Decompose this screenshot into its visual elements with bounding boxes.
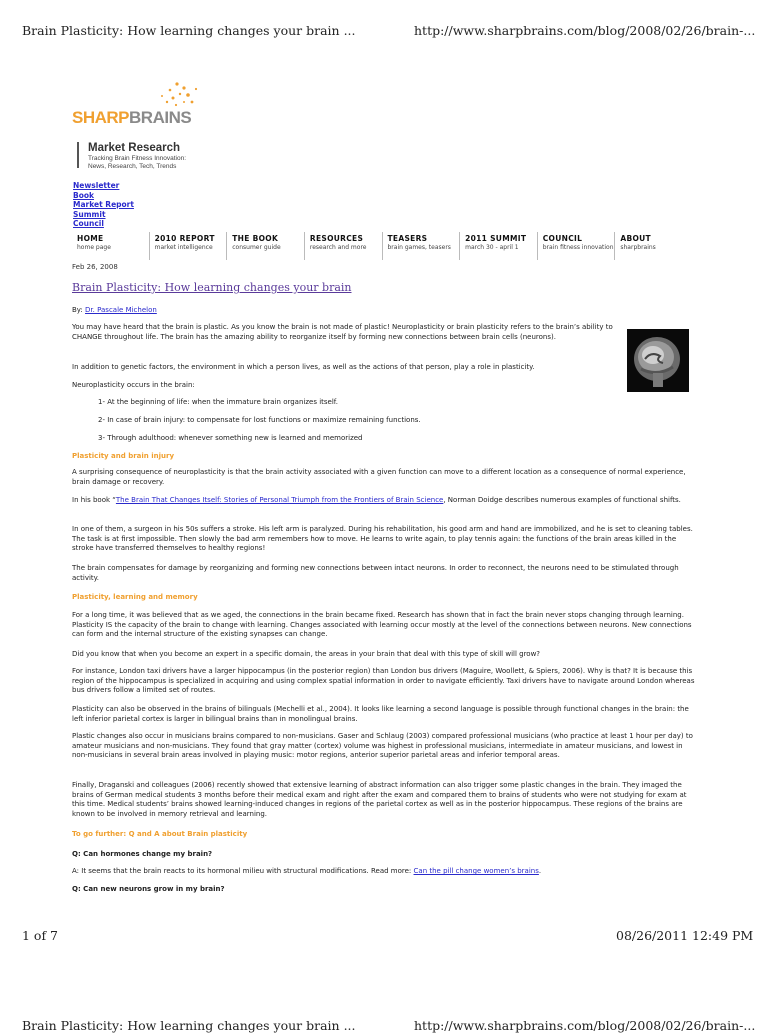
paragraph-musicians: Plastic changes also occur in musicians brains compared to non-musicians. Gaser and Schlaug (2003) compared professional musicians (who practice at least 1 hour per day) to amateur musicians and non-musicians. They found that gray matter (cortex) volume was highest in professional musicians, intermediate in amateur musicians, and lowest in non-musicians in several brain areas involved in playing music: motor regions, anterior superior parietal areas and inferior temporal areas.: [72, 732, 693, 759]
paragraph-occurs: Neuroplasticity occurs in the brain:: [72, 381, 195, 389]
nav-council[interactable]: COUNCIL brain fitness innovation: [537, 232, 615, 260]
article-date: Feb 26, 2008: [72, 263, 118, 271]
banner-sub2: News, Research, Tech, Trends: [88, 163, 177, 170]
paragraph-genetic: In addition to genetic factors, the environment in which a person lives, as well as the actions of that person, play a role in plasticity.: [72, 363, 535, 371]
market-research-banner[interactable]: [88, 142, 186, 171]
print-header-url: http://www.sharpbrains.com/blog/2008/02/26/brain-...: [414, 23, 756, 38]
subhead-qa: To go further: Q and A about Brain plasticity: [72, 830, 248, 838]
link-book[interactable]: Book: [73, 190, 95, 200]
paragraph-expert: Did you know that when you become an expert in a specific domain, the areas in your brain that deal with this type of skill will grow?: [72, 650, 541, 658]
paragraph-long-time: For a long time, it was believed that as we aged, the connections in the brain became fixed. Research has shown that in fact the brain never stops changing through learning. Plasticity IS the capacity of the brain to change with learning. Changes associated with learning occur mostly at the level of the connections between neurons. New connections can form and the internal structure of the existing synapses can change.: [72, 611, 692, 638]
by-label: By:: [72, 306, 86, 314]
logo-brains-text: BRAINS: [129, 108, 192, 127]
banner-title: Market Research: [88, 142, 181, 154]
banner-sub1: Tracking Brain Fitness Innovation:: [88, 155, 187, 162]
paragraph-bilinguals: Plasticity can also be observed in the brains of bilinguals (Mechelli et al., 2004). It looks like learning a second language is possible through functional changes in the brain: the left inferior parietal cortex is larger in bilingual brains than in monolingual brains.: [72, 705, 689, 723]
answer-hormones: A: It seems that the brain reacts to its hormonal milieu with structural modifications. Read more: Can the pill change women’s brains.: [72, 867, 542, 875]
list-item: 3- Through adulthood: whenever something new is learned and memorized: [98, 434, 363, 442]
page-number: 1 of 7: [22, 928, 59, 943]
top-links: [73, 181, 134, 229]
next-page-title: Brain Plasticity: How learning changes your brain ...: [22, 1018, 356, 1033]
link-council[interactable]: Council: [73, 219, 104, 228]
byline: [72, 306, 157, 314]
banner-bar: [77, 142, 79, 168]
list-item: 2- In case of brain injury: to compensate for lost functions or maximize remaining functions.: [98, 416, 421, 424]
link-summit[interactable]: Summit: [73, 209, 106, 219]
intro-paragraph: You may have heard that the brain is plastic. As you know the brain is not made of plastic! Neuroplasticity or brain plasticity refers to the brain’s ability to CHANGE throughout life. The brain has the amazing ability to reorganize itself by forming new connections between brain cells (neurons).: [72, 323, 613, 341]
article-title[interactable]: Brain Plasticity: How learning changes your brain: [72, 281, 352, 294]
paragraph-surgeon: In one of them, a surgeon in his 50s suffers a stroke. His left arm is paralyzed. During his rehabilitation, his good arm and hand are immobilized, and he is set to cleaning tables. The task is at first impossible. Then slowly the bad arm remembers how to move. He learns to write again, to play tennis again: the functions of the brain areas killed in the stroke have transferred themselves to healthy regions!: [72, 525, 693, 552]
paragraph-draganski: Finally, Draganski and colleagues (2006) recently showed that extensive learning of abstract information can also trigger some plastic changes in the brain. They imaged the brains of German medical students 3 months before their medical exam and right after the exam and compared them to brains of students who were not studying for exam at this time. Medical students’ brains showed learning-induced changes in regions of the parietal cortex as well as in the posterior hippocampus. These regions of the brains are known to be involved in memory retrieval and learning.: [72, 781, 687, 818]
print-datetime: 08/26/2011 12:49 PM: [616, 928, 754, 943]
link-market-report[interactable]: Market Report: [73, 200, 134, 209]
nav-resources[interactable]: RESOURCES research and more: [304, 232, 382, 260]
nav-teasers[interactable]: TEASERS brain games, teasers: [382, 232, 460, 260]
question-hormones: Q: Can hormones change my brain?: [72, 850, 213, 858]
list-item: 1- At the beginning of life: when the immature brain organizes itself.: [98, 398, 338, 406]
logo-sharp-text: SHARP: [72, 108, 130, 127]
paragraph-compensates: The brain compensates for damage by reorganizing and forming new connections between intact neurons. In order to reconnect, the neurons need to be stimulated through activity.: [72, 564, 679, 582]
paragraph-book: In his book “The Brain That Changes Itself: Stories of Personal Triumph from the Frontiers of Brain Science, Norman Doidge describes numerous examples of functional shifts.: [72, 496, 681, 504]
question-neurons: Q: Can new neurons grow in my brain?: [72, 885, 225, 893]
subhead-learning-memory: Plasticity, learning and memory: [72, 593, 198, 601]
nav-home[interactable]: HOME home page: [77, 234, 111, 251]
nav-about[interactable]: ABOUT sharpbrains: [614, 232, 692, 260]
nav-2011-summit[interactable]: 2011 SUMMIT march 30 - april 1: [459, 232, 537, 260]
author-link[interactable]: Dr. Pascale Michelon: [85, 306, 157, 314]
subhead-brain-injury: Plasticity and brain injury: [72, 452, 175, 460]
sharpbrains-logo[interactable]: [72, 80, 222, 130]
next-page-url: http://www.sharpbrains.com/blog/2008/02/26/brain-...: [414, 1018, 756, 1033]
paragraph-taxi: For instance, London taxi drivers have a larger hippocampus (in the posterior region) than London bus drivers (Maguire, Woollett, & Spiers, 2006). Why is that? It is because this region of the hippocampus is specialized in acquiring and using complex spatial information in order to navigate efficiently. Taxi drivers have to navigate around London whereas bus drivers follow a limited set of routes.: [72, 667, 695, 694]
book-link[interactable]: The Brain That Changes Itself: Stories of Personal Triumph from the Frontiers of Brain Science: [115, 496, 444, 504]
print-header-title: Brain Plasticity: How learning changes your brain ...: [22, 23, 356, 38]
pill-link[interactable]: Can the pill change women’s brains: [413, 867, 539, 875]
nav-2010-report[interactable]: 2010 REPORT market intelligence: [149, 232, 227, 260]
link-newsletter[interactable]: Newsletter: [73, 181, 120, 190]
brain-scan-icon: [627, 329, 689, 392]
nav-the-book[interactable]: THE BOOK consumer guide: [226, 232, 304, 260]
main-nav: [72, 232, 692, 260]
brain-scan-image: [627, 329, 689, 392]
paragraph-consequence: A surprising consequence of neuroplasticity is that the brain activity associated with a given function can move to a different location as a consequence of normal experience, brain damage or recovery.: [72, 468, 686, 486]
